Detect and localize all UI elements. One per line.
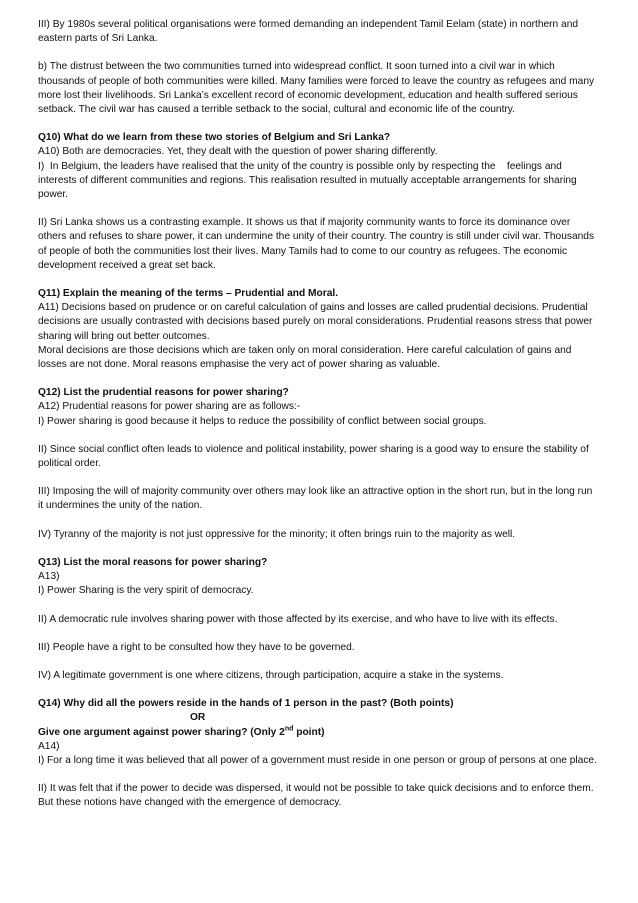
q11-answer-moral: Moral decisions are those decisions which are taken only on moral consideration. Here careful calculation of gains and losses are not done. Moral reasons emphasise the very act of power sharing as valuable.: [38, 344, 572, 371]
paragraph-tamil-eelam: III) By 1980s several political organisations were formed demanding an independent Tamil Eelam (state) in northern and eastern parts of Sri Lanka.: [38, 19, 579, 45]
q14-section: [38, 697, 598, 810]
q10-point-ii: II) Sri Lanka shows us a contrasting example. It shows us that if majority community wants to force its dominance over others and refuses to share power, it can undermine the unity of their country. The country is still under civil war. Thousands of people of both the communities lost their lives. Many Tamils had to come to our country as refugees. The economic development received a great set back.: [38, 217, 595, 271]
q11-section: [38, 287, 598, 372]
q10-point-i: I) In Belgium, the leaders have realised that the unity of the country is possible only by respecting the feelings and interests of different communities and regions. This realisation resulted in mutually acceptable arrangements for sharing power.: [38, 160, 580, 201]
q13-point-iv: IV) A legitimate government is one where citizens, through participation, acquire a stake in the systems.: [38, 669, 504, 681]
q14-point-i: I) For a long time it was believed that all power of a government must reside in one person or group of persons at one place.: [38, 754, 597, 766]
q14-alt-question-post: point): [293, 726, 325, 738]
q12-point-iv: IV) Tyranny of the majority is not just oppressive for the minority; it often brings ruin to the majority as well.: [38, 528, 516, 540]
q13-point-iii: III) People have a right to be consulted how they have to be governed.: [38, 641, 355, 653]
q10-answer-intro: A10) Both are democracies. Yet, they dealt with the question of power sharing differently.: [38, 146, 438, 158]
q13-section: [38, 556, 598, 683]
q14-alt-question-pre: Give one argument against power sharing? (Only 2: [38, 726, 285, 738]
q13-question: Q13) List the moral reasons for power sharing?: [38, 556, 268, 568]
q14-alt-question: [38, 726, 598, 740]
q12-point-iii: III) Imposing the will of majority community over others may look like an attractive option in the short run, but in the long run it undermines the unity of the nation.: [38, 486, 593, 512]
q14-question: Q14) Why did all the powers reside in the hands of 1 person in the past? (Both points): [38, 698, 454, 710]
q14-point-ii: II) It was felt that if the power to decide was dispersed, it would not be possible to take quick decisions and to enforce them. But these notions have changed with the emergence of democracy.: [38, 783, 594, 809]
q10-section: [38, 131, 598, 273]
q11-question: Q11) Explain the meaning of the terms – Prudential and Moral.: [38, 288, 339, 300]
q14-alt-question-sup: nd: [284, 725, 294, 733]
q10-question: Q10) What do we learn from these two stories of Belgium and Sri Lanka?: [38, 132, 391, 144]
q14-or-divider: OR: [190, 712, 206, 724]
q13-point-i: I) Power Sharing is the very spirit of democracy.: [38, 585, 254, 597]
q12-question: Q12) List the prudential reasons for power sharing?: [38, 387, 289, 399]
q12-answer-intro: A12) Prudential reasons for power sharing are as follows:-: [38, 401, 301, 413]
paragraph-civil-war: b) The distrust between the two communities turned into widespread conflict. It soon turned into a civil war in which thousands of people of both communities were killed. Many families were forced to leave the country as refugees and many more lost their livelihoods. Sri Lanka’s excellent record of economic development, education and health suffered serious setback. The civil war has caused a terrible setback to the social, cultural and economic life of the country.: [38, 61, 595, 116]
q14-answer-label: A14): [38, 740, 60, 752]
q13-answer-label: A13): [38, 571, 60, 583]
q13-point-ii: II) A democratic rule involves sharing power with those affected by its exercise, and who have to live with its effects.: [38, 613, 558, 625]
q12-point-ii: II) Since social conflict often leads to violence and political instability, power sharing is a good way to ensure the stability of political order.: [38, 443, 589, 470]
q12-section: [38, 386, 598, 542]
q11-answer-prudential: A11) Decisions based on prudence or on careful calculation of gains and losses are called prudential decisions. Prudential decisions are usually contrasted with decisions based purely on moral considerations. Prudential reasons stress that power sharing will bring out better outcomes.: [38, 302, 593, 342]
q12-point-i: I) Power sharing is good because it helps to reduce the possibility of conflict between social groups.: [38, 415, 487, 427]
